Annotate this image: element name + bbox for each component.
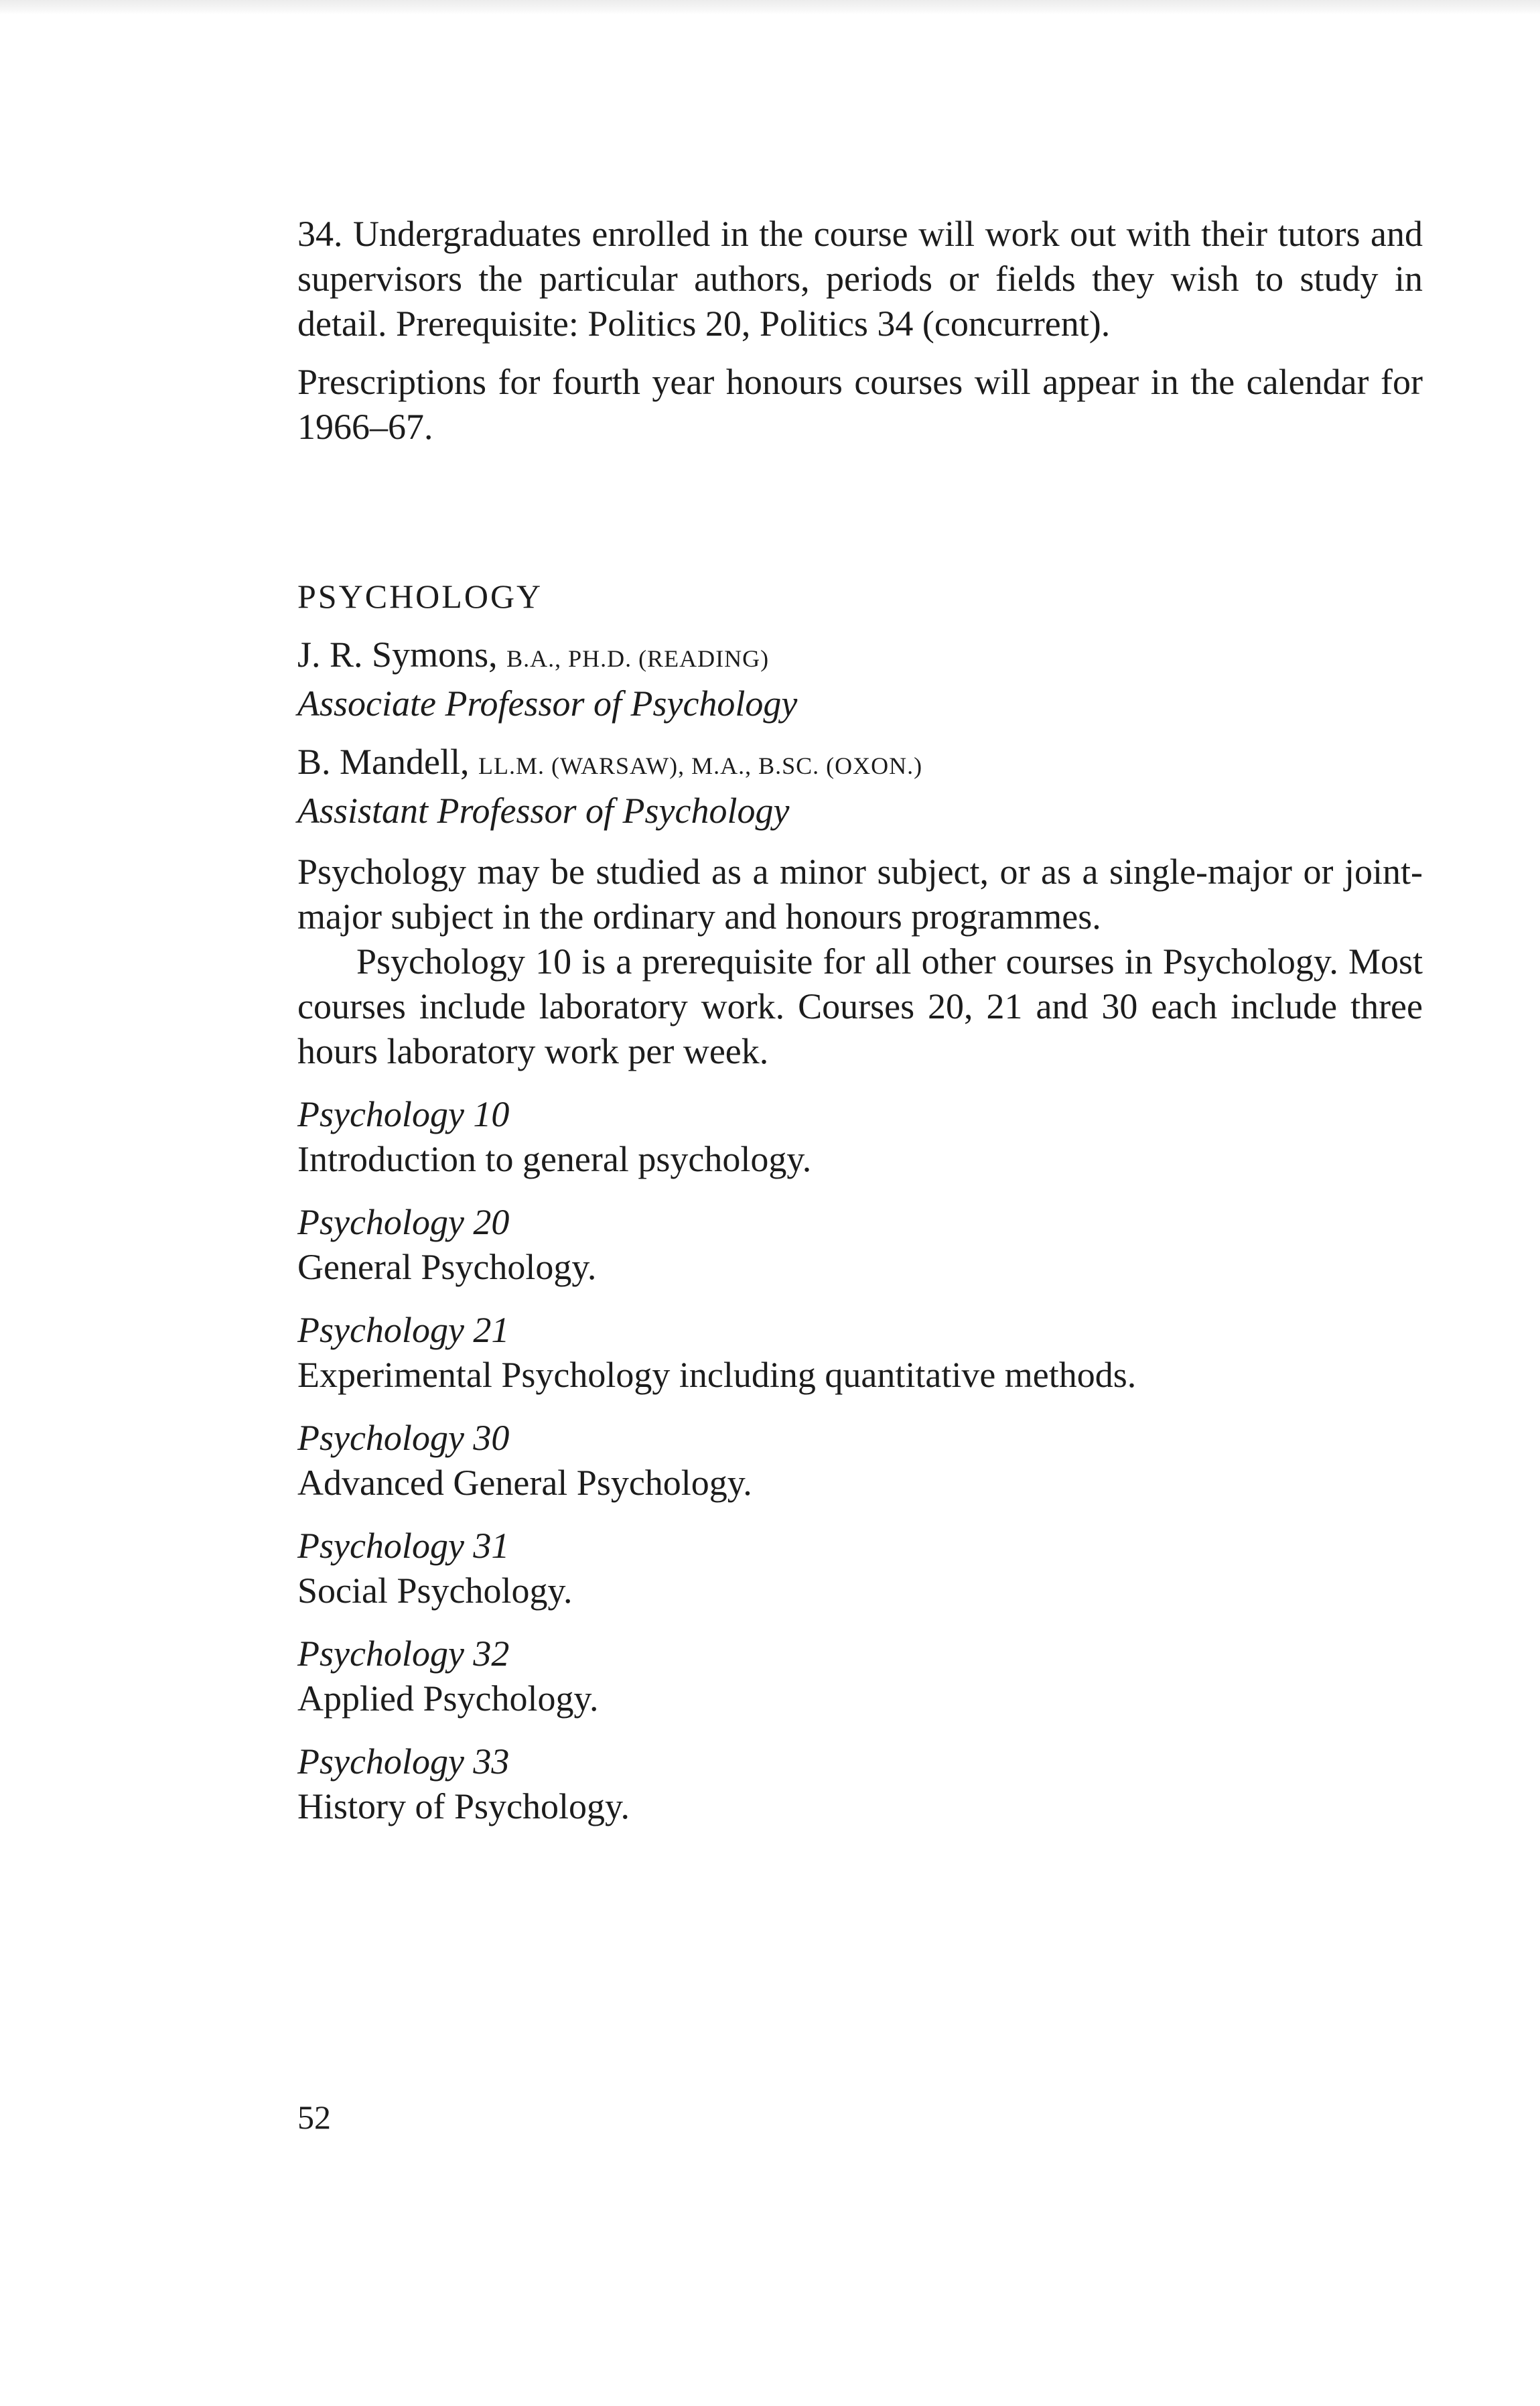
course-description: Experimental Psychology including quantitative methods.: [297, 1355, 1137, 1395]
faculty-title: Assistant Professor of Psychology: [297, 791, 790, 831]
course-entry: [297, 1631, 1423, 1721]
course-code: Psychology 10: [297, 1094, 510, 1134]
course-entry: [297, 1308, 1423, 1398]
course-entry: [297, 1200, 1423, 1290]
course-description: Social Psychology.: [297, 1570, 573, 1611]
faculty-name: J. R. Symons,: [297, 634, 498, 675]
faculty-degrees: B.A., PH.D. (READING): [506, 645, 770, 672]
faculty-title: Associate Professor of Psychology: [297, 683, 798, 724]
page-body: [297, 212, 1423, 1829]
fourth-year-prescriptions-note: Prescriptions for fourth year honours courses will appear in the calendar for 1966–67.: [297, 362, 1423, 447]
faculty-entry: [297, 740, 1423, 833]
course-code: Psychology 31: [297, 1526, 510, 1566]
course-entry: [297, 1739, 1423, 1829]
page-number: 52: [297, 2098, 331, 2136]
course-description: Advanced General Psychology.: [297, 1463, 752, 1503]
course-description: Introduction to general psychology.: [297, 1139, 812, 1179]
course-code: Psychology 32: [297, 1633, 510, 1674]
faculty-entry: [297, 632, 1423, 726]
course-description: Applied Psychology.: [297, 1678, 599, 1719]
course-description: History of Psychology.: [297, 1786, 630, 1826]
course-entry: [297, 1524, 1423, 1613]
faculty-name: B. Mandell,: [297, 742, 470, 782]
course-code: Psychology 33: [297, 1741, 510, 1782]
politics-34-paragraph: 34. Undergraduates enrolled in the course will work out with their tutors and supervisors the particular authors, periods or fields they wish to study in detail. Prerequisite: Politics 20, Politics 34 (concurrent).: [297, 214, 1423, 344]
course-entry: [297, 1416, 1423, 1506]
page-top-edge: [0, 0, 1540, 15]
course-code: Psychology 21: [297, 1310, 510, 1350]
faculty-name-line: [297, 632, 1423, 681]
course-description: General Psychology.: [297, 1247, 597, 1287]
prerequisite-paragraph: Psychology 10 is a prerequisite for all other courses in Psychology. Most courses include laboratory work. Courses 20, 21 and 30 each include three hours laboratory work per week.: [297, 941, 1423, 1071]
course-code: Psychology 30: [297, 1418, 510, 1458]
course-code: Psychology 20: [297, 1202, 510, 1242]
intro-paragraph: Psychology may be studied as a minor subject, or as a single-major or joint-major subject in the ordinary and honours programmes.: [297, 852, 1423, 937]
faculty-degrees: LL.M. (WARSAW), M.A., B.SC. (OXON.): [478, 752, 923, 779]
faculty-name-line: [297, 740, 1423, 789]
course-entry: [297, 1092, 1423, 1182]
section-heading: PSYCHOLOGY: [297, 578, 543, 615]
